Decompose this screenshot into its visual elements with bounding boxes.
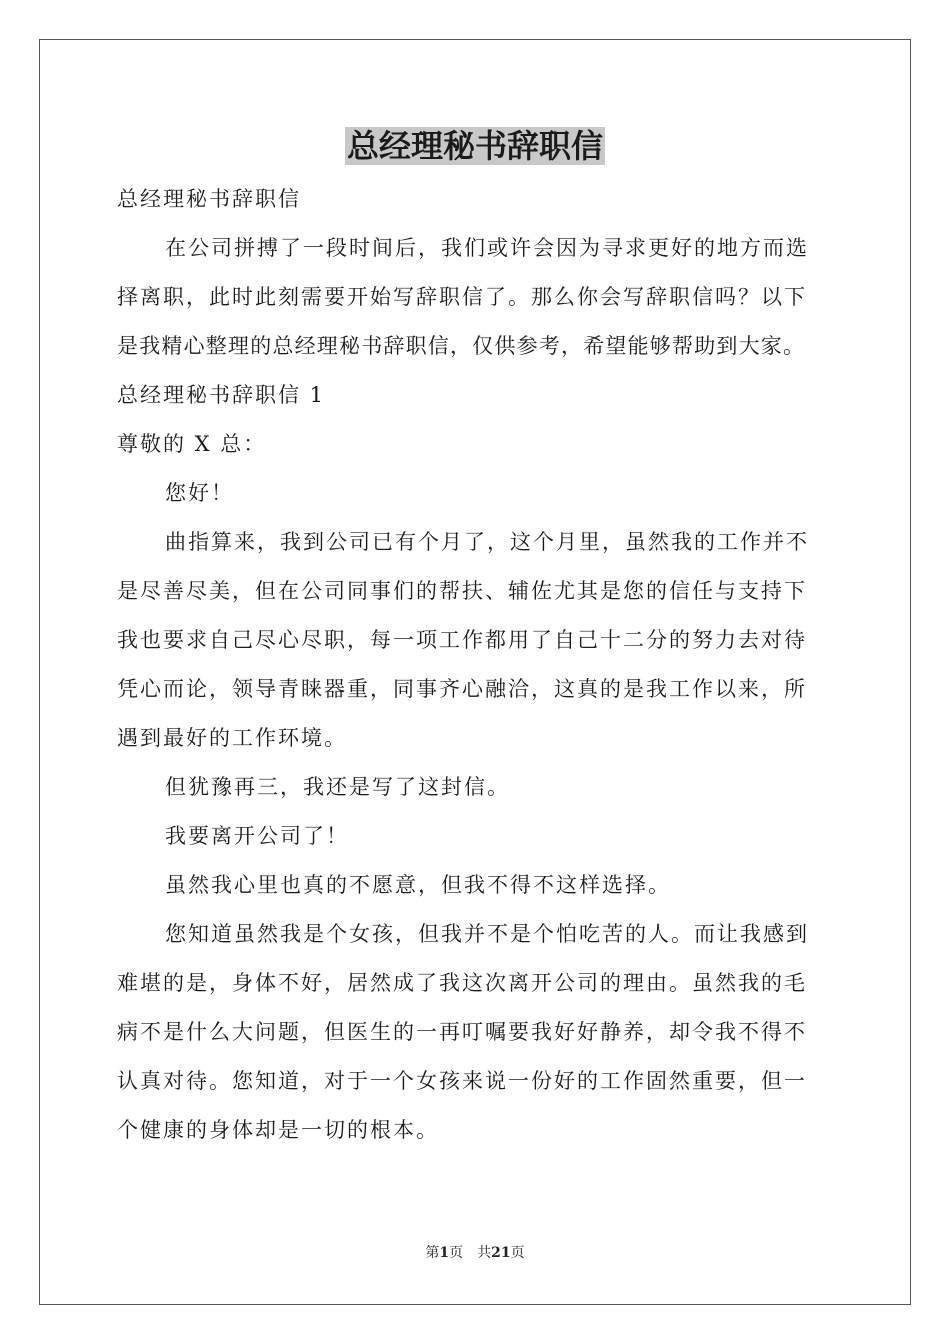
body-line: 认真对待。您知道，对于一个女孩来说一份好的工作固然重要，但一	[117, 1069, 807, 1093]
intro-line: 是我精心整理的总经理秘书辞职信，仅供参考，希望能够帮助到大家。	[117, 334, 806, 358]
body-line: 曲指算来，我到公司已有个月了，这个月里，虽然我的工作并不	[165, 530, 809, 554]
total-prefix: 共	[477, 1245, 492, 1261]
total-suffix: 页	[510, 1245, 525, 1261]
body-line: 凭心而论，领导青睐器重，同事齐心融洽，这真的是我工作以来，所	[117, 677, 807, 701]
page-footer	[0, 1243, 950, 1263]
body-line: 难堪的是，身体不好，居然成了我这次离开公司的理由。虽然我的毛	[117, 971, 807, 995]
body-line: 虽然我心里也真的不愿意，但我不得不这样选择。	[165, 873, 671, 897]
document-title-text: 总经理秘书辞职信	[346, 127, 603, 165]
body-line: 个健康的身体却是一切的根本。	[117, 1118, 439, 1142]
salutation: 尊敬的 X 总：	[117, 432, 267, 456]
body-line: 但犹豫再三，我还是写了这封信。	[165, 775, 510, 799]
page-prefix: 第	[425, 1245, 440, 1261]
section-heading: 总经理秘书辞职信 1	[117, 383, 326, 407]
body-subtitle: 总经理秘书辞职信	[117, 187, 301, 211]
body-line: 我要离开公司了！	[165, 824, 349, 848]
body-line: 您知道虽然我是个女孩，但我并不是个怕吃苦的人。而让我感到	[165, 922, 809, 946]
document-title	[0, 124, 950, 168]
document-body	[117, 175, 839, 1155]
body-line: 遇到最好的工作环境。	[117, 726, 347, 750]
page-suffix: 页	[449, 1245, 464, 1261]
page-total: 21	[491, 1245, 511, 1261]
page-current: 1	[439, 1245, 450, 1261]
intro-line: 在公司拼搏了一段时间后，我们或许会因为寻求更好的地方而选	[165, 236, 809, 260]
intro-line: 择离职，此时此刻需要开始写辞职信了。那么你会写辞职信吗？以下	[117, 285, 807, 309]
greeting: 您好！	[165, 481, 234, 505]
body-line: 是尽善尽美，但在公司同事们的帮扶、辅佐尤其是您的信任与支持下	[117, 579, 807, 603]
body-line: 我也要求自己尽心尽职，每一项工作都用了自己十二分的努力去对待	[117, 628, 807, 652]
body-line: 病不是什么大问题，但医生的一再叮嘱要我好好静养，却令我不得不	[117, 1020, 807, 1044]
